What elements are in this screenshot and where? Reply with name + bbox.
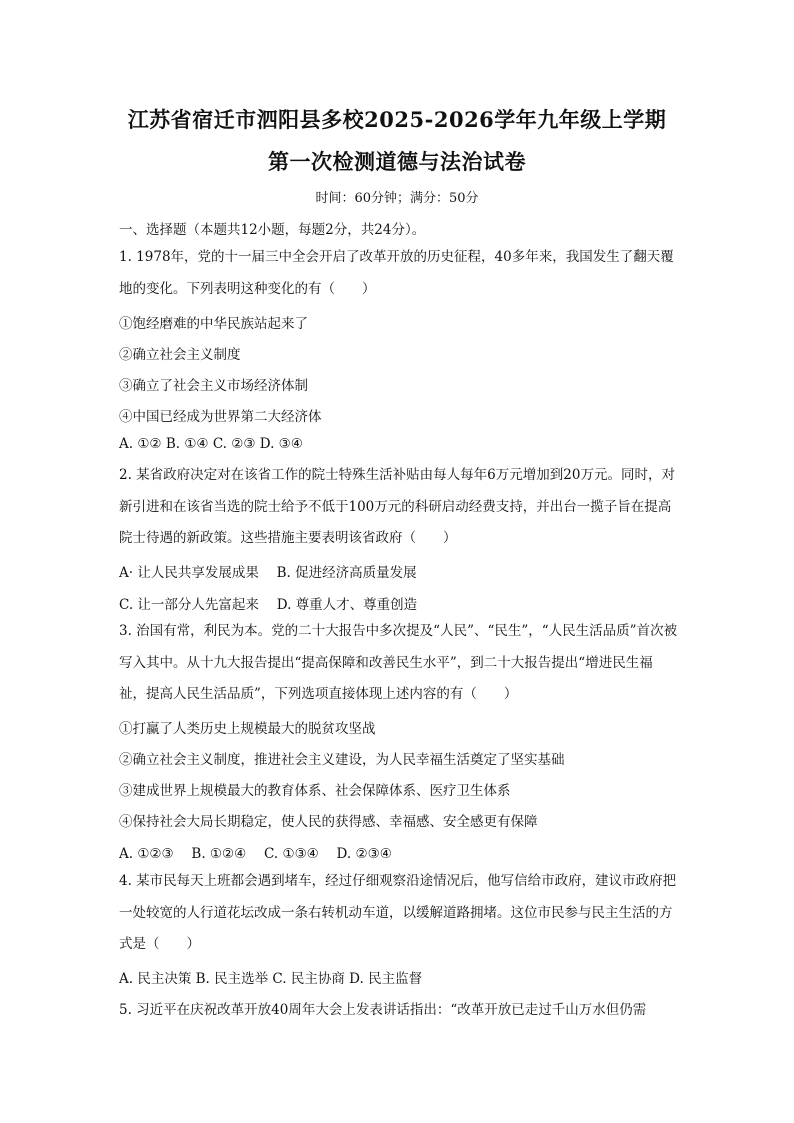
question-1-item: ③确立了社会主义市场经济体制 <box>119 378 308 394</box>
question-3-stem: 3. 治国有常，利民为本。党的二十大报告中多次提及“人民”、“民生”，“人民生活品质”首次被写入其中。从十九大报告提出“提高保障和改善民生水平”，到二十大报告提出“增进民生福祉，提高人民生活品质”，下列选项直接体现上述内容的有（ ） <box>119 623 678 702</box>
question-3-item: ④保持社会大局长期稳定，使人民的获得感、幸福感、安全感更有保障 <box>119 814 538 830</box>
question-1-item: ④中国已经成为世界第二大经济体 <box>119 409 322 425</box>
question-3-item: ②确立社会主义制度，推进社会主义建设，为人民幸福生活奠定了坚实基础 <box>119 752 565 768</box>
question-4-stem: 4. 某市民每天上班都会遇到堵车，经过仔细观察沿途情况后，他写信给市政府，建议市政府把一处较宽的人行道花坛改成一条右转机动车道，以缓解道路拥堵。这位市民参与民主生活的方式是（ ） <box>119 873 677 952</box>
question-1-item: ①饱经磨难的中华民族站起来了 <box>119 316 308 332</box>
exam-title-line1: 江苏省宿迁市泗阳县多校2025-2026学年九年级上学期 <box>127 107 667 132</box>
question-2-options-row1: A· 让人民共享发展成果 B. 促进经济高质量发展 <box>119 565 417 581</box>
question-3-options: A. ①②③ B. ①②④ C. ①③④ D. ②③④ <box>119 846 392 862</box>
question-5-stem: 5. 习近平在庆祝改革开放40周年大会上发表讲话指出：“改革开放已走过千山万水但仍需 <box>119 1002 647 1018</box>
question-4-options: A. 民主决策 B. 民主选举 C. 民主协商 D. 民主监督 <box>119 971 423 987</box>
question-2-options-row2: C. 让一部分人先富起来 D. 尊重人才、尊重创造 <box>119 597 418 613</box>
question-3-item: ③建成世界上规模最大的教育体系、社会保障体系、医疗卫生体系 <box>119 783 511 799</box>
question-1-options: A. ①② B. ①④ C. ②③ D. ③④ <box>119 436 303 452</box>
question-1-item: ②确立社会主义制度 <box>119 347 241 363</box>
exam-meta: 时间：60分钟；满分：50分 <box>315 191 479 206</box>
section-header: 一、选择题（本题共12小题，每题2分，共24分）。 <box>119 222 426 238</box>
question-1-stem: 1. 1978年，党的十一届三中全会开启了改革开放的历史征程，40多年来，我国发生了翻天覆地的变化。下列表明这种变化的有（ ） <box>119 249 674 297</box>
exam-title-line2: 第一次检测道德与法治试卷 <box>268 149 526 174</box>
question-2-stem: 2. 某省政府决定对在该省工作的院士特殊生活补贴由每人每年6万元增加到20万元。同时，对新引进和在该省当选的院士给予不低于100万元的科研启动经费支持，并出台一揽子旨在提高院士待遇的新政策。这些措施主要表明该省政府（ ） <box>119 467 675 546</box>
question-3-item: ①打赢了人类历史上规模最大的脱贫攻坚战 <box>119 721 376 737</box>
